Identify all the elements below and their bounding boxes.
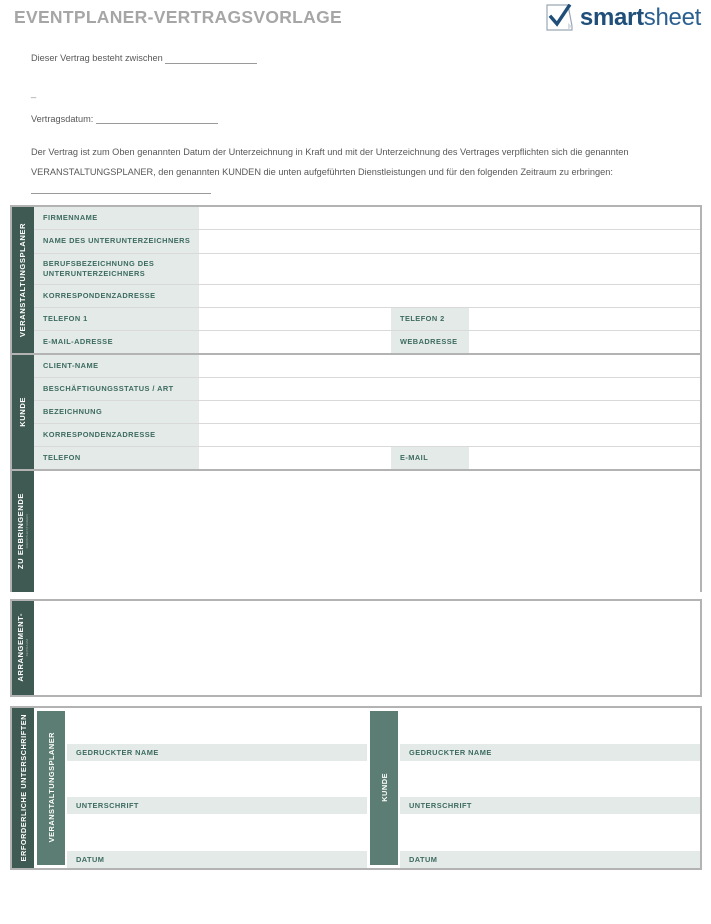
- row-label: FIRMENNAME: [34, 207, 200, 229]
- row-label: TELEFON: [34, 447, 200, 469]
- contract-date-line: [31, 115, 681, 125]
- client-rows: [34, 355, 700, 469]
- table-row: [34, 331, 700, 353]
- signature-party-planner-tab: [37, 711, 65, 865]
- signature-planner-fields: [67, 708, 367, 868]
- row-input[interactable]: [200, 401, 700, 423]
- signature-party-planner: [34, 708, 367, 868]
- section-planner: [10, 205, 702, 353]
- section-tab-client-label: KUNDE: [18, 396, 28, 427]
- date-label: DATUM: [400, 851, 700, 868]
- row-input[interactable]: [200, 424, 700, 446]
- services-textarea[interactable]: [34, 471, 700, 592]
- section-signatures: [10, 706, 702, 870]
- row-label-secondary: E-MAIL: [390, 447, 470, 469]
- table-row: [34, 424, 700, 447]
- row-label-secondary: TELEFON 2: [390, 308, 470, 330]
- section-tab-services-label: ZU ERBRINGENDE: [16, 493, 26, 570]
- signature-input[interactable]: [67, 761, 367, 797]
- signature-party-client: [367, 708, 700, 868]
- party-blank-field[interactable]: [165, 63, 257, 64]
- row-input[interactable]: [200, 331, 390, 353]
- table-row: [34, 254, 700, 285]
- contract-paragraph: Der Vertrag ist zum Oben genannten Datum der Unterzeichnung in Kraft und mit der Unterzeichnung des Vertrages verpflichten sich die genannten VERANSTALTUNGSPLANER, den genannten KUNDEN die unten aufgeführten Dienstleistungen und für den folgenden Zeitraum zu erbringen:: [31, 147, 629, 177]
- logo-word-sheet: sheet: [643, 3, 701, 31]
- row-input[interactable]: [200, 254, 700, 284]
- section-tab-arrangement: [12, 601, 34, 695]
- period-blank-field[interactable]: [31, 193, 211, 194]
- row-label: BESCHÄFTIGUNGSSTATUS / ART: [34, 378, 200, 400]
- row-label: KORRESPONDENZADRESSE: [34, 424, 200, 446]
- smartsheet-logo: [546, 4, 701, 31]
- contract-date-blank-field[interactable]: [96, 123, 218, 124]
- signature-party-client-tab: [370, 711, 398, 865]
- row-input-secondary[interactable]: [470, 308, 700, 330]
- row-label: CLIENT-NAME: [34, 355, 200, 377]
- row-input[interactable]: [200, 447, 390, 469]
- section-gap: [10, 592, 702, 599]
- row-label-secondary: WEBADRESSE: [390, 331, 470, 353]
- row-input[interactable]: [200, 207, 700, 229]
- signature-label: UNTERSCHRIFT: [400, 797, 700, 814]
- spacer-2: [31, 99, 681, 115]
- dash-line: _: [31, 87, 37, 98]
- table-row: [34, 207, 700, 230]
- row-label: TELEFON 1: [34, 308, 200, 330]
- section-arrangement: [10, 599, 702, 697]
- row-label: KORRESPONDENZADRESSE: [34, 285, 200, 307]
- row-label: BERUFSBEZEICHNUNG DES UNTERUNTERZEICHNERS: [34, 254, 200, 284]
- signature-party-planner-label: VERANSTALTUNGSPLANER: [46, 732, 56, 843]
- signature-input[interactable]: [400, 761, 700, 797]
- row-input[interactable]: [200, 230, 700, 253]
- planner-rows: [34, 207, 700, 353]
- signature-party-client-label: KUNDE: [379, 773, 389, 802]
- table-row: [34, 378, 700, 401]
- row-input[interactable]: [200, 378, 700, 400]
- table-row: [34, 355, 700, 378]
- date-input[interactable]: [67, 814, 367, 850]
- table-row: [34, 230, 700, 254]
- row-input-secondary[interactable]: [470, 331, 700, 353]
- section-tab-client: [12, 355, 34, 469]
- logo-word-smart: smart: [579, 3, 644, 31]
- smartsheet-wordmark: [579, 3, 701, 31]
- table-row: [34, 447, 700, 469]
- page-title: EVENTPLANER-VERTRAGSVORLAGE: [14, 7, 342, 27]
- printed-name-label: GEDRUCKTER NAME: [67, 744, 367, 761]
- row-label: E-MAIL-ADRESSE: [34, 331, 200, 353]
- section-tab-arrangement-label: ARRANGEMENT-: [16, 613, 26, 682]
- section-tab-signatures-label: ERFORDERLICHE UNTERSCHRIFTEN: [18, 713, 28, 862]
- row-input[interactable]: [200, 355, 700, 377]
- section-tab-arrangement-sublabel: ZEITRAUM: [24, 638, 29, 657]
- section-client: [10, 353, 702, 469]
- section-tab-planner: [12, 207, 34, 353]
- row-input[interactable]: [200, 285, 700, 307]
- section-tab-signatures: [12, 708, 34, 868]
- row-input-secondary[interactable]: [470, 447, 700, 469]
- section-tab-services-sublabel: DIENSTLEISTUNGEN: [24, 513, 29, 549]
- signature-label: UNTERSCHRIFT: [67, 797, 367, 814]
- printed-name-label: GEDRUCKTER NAME: [400, 744, 700, 761]
- arrangement-textarea[interactable]: [34, 601, 700, 695]
- table-row: [34, 308, 700, 331]
- section-tab-planner-label: VERANSTALTUNGSPLANER: [18, 222, 28, 337]
- row-label: BEZEICHNUNG: [34, 401, 200, 423]
- section-tab-services: [12, 471, 34, 592]
- date-label: DATUM: [67, 851, 367, 868]
- contract-date-label: Vertragsdatum:: [31, 113, 94, 124]
- spacer-1: [31, 64, 681, 89]
- table-row: [34, 401, 700, 424]
- checkmark-box-icon: [546, 4, 573, 31]
- row-input[interactable]: [200, 308, 390, 330]
- document-header: [0, 0, 711, 44]
- table-row: [34, 285, 700, 308]
- row-label: NAME DES UNTERUNTERZEICHNERS: [34, 230, 200, 253]
- section-services: [10, 469, 702, 592]
- date-input[interactable]: [400, 814, 700, 850]
- period-blank-line: [31, 184, 681, 194]
- contract-parties-label: Dieser Vertrag besteht zwischen: [31, 53, 163, 63]
- signature-client-fields: [400, 708, 700, 868]
- printed-name-input[interactable]: [67, 708, 367, 744]
- contract-parties-line: [31, 54, 681, 64]
- printed-name-input[interactable]: [400, 708, 700, 744]
- intro-section: [0, 44, 711, 194]
- form-sheet: [10, 205, 702, 870]
